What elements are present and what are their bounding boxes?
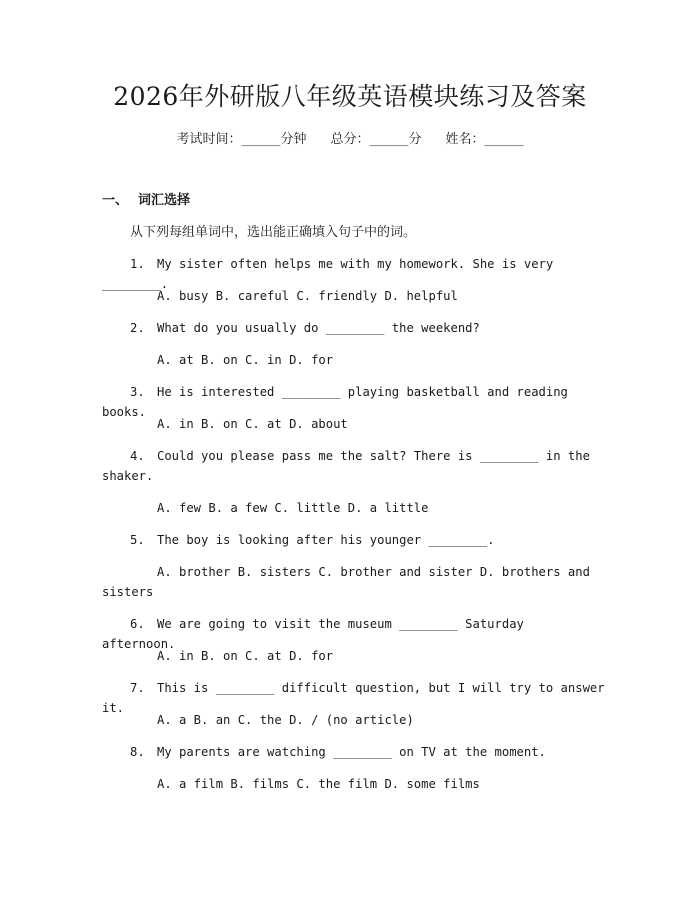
question-item [102, 530, 602, 550]
question-text: Could you please pass me the salt? There is ________ in the shaker. [102, 449, 590, 483]
question-item [102, 446, 602, 486]
question-text: My sister often helps me with my homework. She is very ________. [102, 257, 554, 291]
question-number: 1. [130, 257, 145, 271]
question-number: 2. [130, 321, 145, 335]
question-text: We are going to visit the museum ________ Saturday afternoon. [102, 617, 524, 651]
question-options: A. few B. a few C. little D. a little [157, 501, 429, 515]
document-title: 2026年外研版八年级英语模块练习及答案 [113, 82, 587, 111]
question-number: 5. [130, 533, 145, 547]
question-text: What do you usually do ________ the weekend? [157, 321, 480, 335]
section-heading [102, 192, 190, 210]
total-score-field: 总分：______分 [330, 132, 422, 147]
question-number: 7. [130, 681, 145, 695]
question-options: A. a film B. films C. the film D. some films [157, 777, 480, 791]
exam-info [0, 131, 700, 149]
question-options: A. in B. on C. at D. about [157, 417, 348, 431]
question-text: This is ________ difficult question, but I will try to answer it. [102, 681, 605, 715]
question-number: 8. [130, 745, 145, 759]
question-options: A. busy B. careful C. friendly D. helpful [157, 289, 458, 303]
exam-time-field: 考试时间：______分钟 [176, 132, 307, 147]
student-name-field: 姓名：______ [445, 132, 524, 147]
section-number: 一、 [102, 193, 129, 208]
question-options: A. brother B. sisters C. brother and sister D. brothers and sisters [102, 565, 590, 599]
section-instruction: 从下列每组单词中，选出能正确填入句子中的词。 [130, 225, 417, 240]
question-text: My parents are watching ________ on TV at the moment. [157, 745, 546, 759]
question-number: 4. [130, 449, 145, 463]
question-text: The boy is looking after his younger ________. [157, 533, 495, 547]
question-options: A. at B. on C. in D. for [157, 353, 334, 367]
section-title: 词汇选择 [138, 193, 191, 208]
question-number: 3. [130, 385, 145, 399]
question-item [102, 742, 602, 762]
question-number: 6. [130, 617, 145, 631]
question-options: A. a B. an C. the D. / (no article) [157, 713, 414, 727]
question-text: He is interested ________ playing basketball and reading books. [102, 385, 568, 419]
question-item [102, 318, 602, 338]
question-options: A. in B. on C. at D. for [157, 649, 334, 663]
